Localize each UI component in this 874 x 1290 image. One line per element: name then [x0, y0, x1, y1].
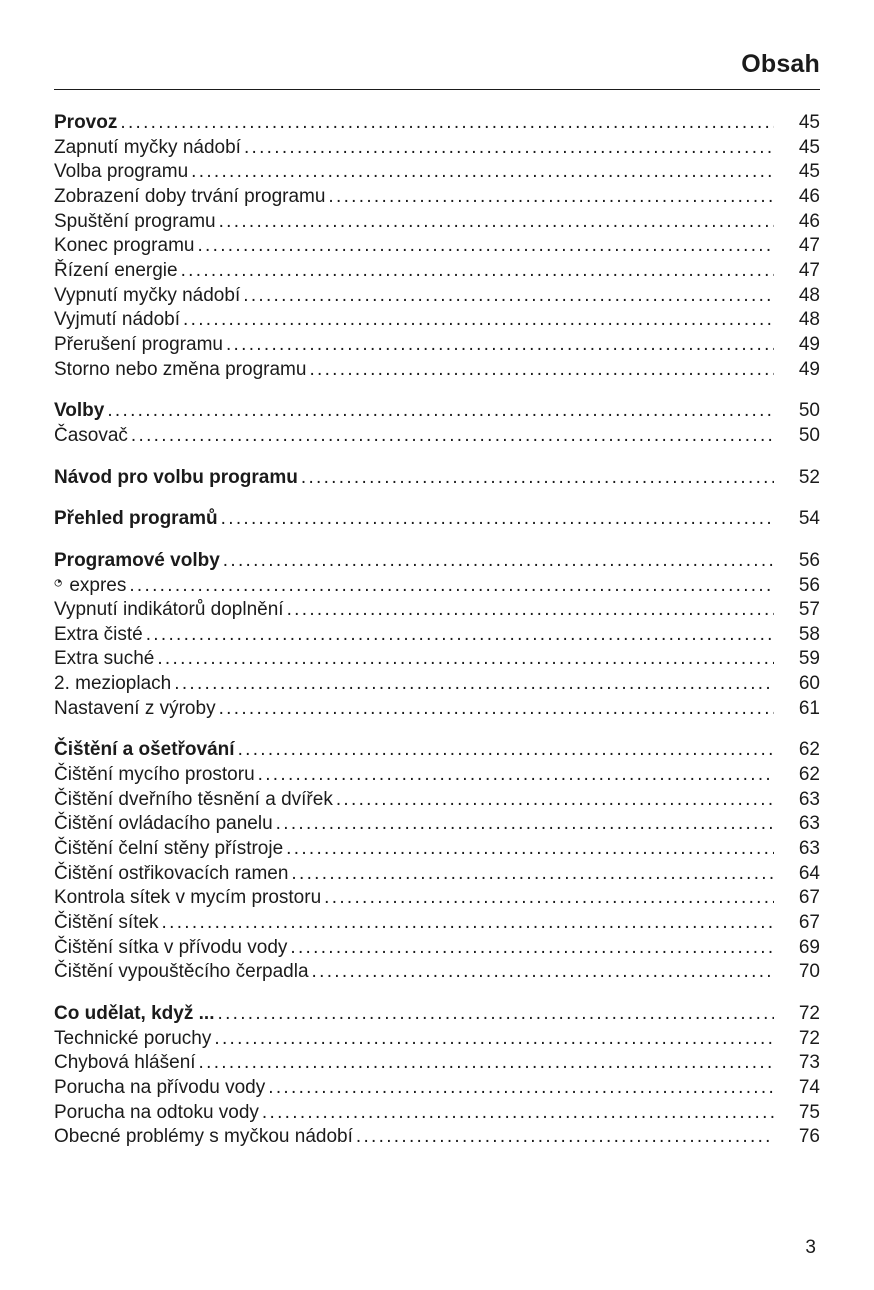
dot-leader: [216, 210, 774, 235]
toc-entry: [54, 1027, 820, 1052]
toc-entry-page: 47: [798, 235, 820, 257]
toc-entry-page: 46: [798, 185, 820, 207]
dot-leader: [196, 1051, 774, 1076]
dot-leader: [218, 507, 774, 532]
toc-entry: [54, 358, 820, 383]
toc-entry-page: 62: [798, 764, 820, 786]
toc-section: [54, 507, 820, 532]
toc-entry-page: 48: [798, 309, 820, 331]
toc-entry-page: 49: [798, 358, 820, 380]
dot-leader: [287, 936, 774, 961]
toc-entry: [54, 886, 820, 911]
toc-entry-page: 49: [798, 333, 820, 355]
toc-entry-page: 74: [798, 1076, 820, 1098]
toc-entry: [54, 507, 820, 532]
dot-leader: [306, 358, 774, 383]
toc-entry-label: Přehled programů: [54, 508, 218, 530]
toc-entry: [54, 1076, 820, 1101]
toc-entry-page: 47: [798, 259, 820, 281]
toc-entry-page: 50: [798, 424, 820, 446]
dot-leader: [273, 812, 774, 837]
toc-entry-page: 67: [798, 912, 820, 934]
toc-entry-page: 63: [798, 838, 820, 860]
toc-entry: [54, 812, 820, 837]
toc-entry: [54, 911, 820, 936]
toc-entry-label: Provoz: [54, 112, 118, 133]
toc-entry-page: 58: [798, 623, 820, 645]
dot-leader: [188, 160, 774, 185]
toc-entry-page: 64: [798, 862, 820, 884]
toc-entry-page: 54: [798, 508, 820, 530]
toc-entry: [54, 549, 820, 574]
toc-entry: [54, 960, 820, 985]
toc-entry: [54, 259, 820, 284]
dot-leader: [259, 1101, 774, 1126]
toc-entry-label: Čištění čelní stěny přístroje: [54, 838, 284, 860]
dot-leader: [143, 623, 774, 648]
toc-entry: [54, 234, 820, 259]
toc-entry-label: Návod pro volbu programu: [54, 466, 298, 488]
toc-entry-label: Extra suché: [54, 648, 155, 670]
toc-entry-page: 69: [798, 936, 820, 958]
toc-entry-label: expres: [69, 574, 127, 596]
toc-entry-label: Čištění ostřikovacích ramen: [54, 862, 289, 884]
toc-entry-label: Co udělat, když ...: [54, 1003, 215, 1024]
toc-entry-label: Zapnutí myčky nádobí: [54, 136, 241, 158]
toc-entry: [54, 424, 820, 449]
dot-leader: [104, 399, 774, 424]
dot-leader: [353, 1125, 774, 1150]
dot-leader: [154, 647, 774, 672]
toc-entry-label: Storno nebo změna programu: [54, 358, 307, 380]
toc-entry-label: Čištění vypouštěcího čerpadla: [54, 961, 309, 983]
toc-entry-page: 45: [798, 136, 820, 158]
toc-entry-page: 52: [798, 466, 820, 488]
toc-entry-label: Řízení energie: [54, 259, 178, 281]
toc-entry-page: 62: [798, 739, 820, 761]
toc-entry-page: 45: [798, 161, 820, 183]
dot-leader: [159, 911, 774, 936]
toc-entry-page: 60: [798, 673, 820, 695]
toc-entry-page: 56: [798, 574, 820, 596]
toc-entry-label: Zobrazení doby trvání programu: [54, 185, 326, 207]
toc-entry-label: Nastavení z výroby: [54, 697, 216, 719]
toc-entry: [54, 136, 820, 161]
dot-leader: [298, 466, 774, 491]
toc-entry-label: Přerušení programu: [54, 333, 223, 355]
toc-entry: [54, 862, 820, 887]
toc-entry: [54, 738, 820, 763]
toc-entry-label: Vyjmutí nádobí: [54, 309, 181, 331]
dot-leader: [128, 424, 774, 449]
toc-entry: [54, 1002, 820, 1027]
toc-section: [54, 1002, 820, 1150]
toc-entry-page: 59: [798, 648, 820, 670]
toc-entry: [54, 623, 820, 648]
toc-entry-label: Čištění sítek: [54, 912, 159, 934]
toc-entry-label: Čištění sítka v přívodu vody: [54, 936, 288, 958]
toc-entry: [54, 1101, 820, 1126]
toc-entry: [54, 185, 820, 210]
dot-leader: [171, 672, 774, 697]
dot-leader: [333, 788, 774, 813]
toc-entry-label: Čištění dveřního těsnění a dvířek: [54, 788, 333, 810]
toc-entry-page: 45: [798, 112, 820, 133]
dot-leader: [235, 738, 774, 763]
dot-leader: [216, 697, 774, 722]
toc-entry-page: 50: [798, 400, 820, 422]
dot-leader: [241, 136, 774, 161]
dot-leader: [309, 960, 774, 985]
dot-leader: [180, 308, 774, 333]
toc-entry: [54, 111, 820, 136]
toc-entry-label: Čištění mycího prostoru: [54, 764, 255, 786]
toc-entry: [54, 763, 820, 788]
toc-entry-label: Vypnutí indikátorů doplnění: [54, 599, 284, 621]
dot-leader: [211, 1027, 774, 1052]
toc-entry-label: 2. mezioplach: [54, 673, 172, 695]
dot-leader: [214, 1002, 774, 1027]
toc-entry-page: 75: [798, 1101, 820, 1123]
toc-entry-label: Čištění a ošetřování: [54, 739, 235, 761]
toc-entry: [54, 1051, 820, 1076]
toc-entry: [54, 333, 820, 358]
table-of-contents: [54, 111, 820, 1150]
dot-leader: [220, 549, 774, 574]
toc-entry-label: Kontrola sítek v mycím prostoru: [54, 887, 322, 909]
toc-entry-page: 46: [798, 210, 820, 232]
toc-entry: [54, 308, 820, 333]
toc-entry-page: 48: [798, 284, 820, 306]
dot-leader: [240, 284, 774, 309]
toc-entry-label: Programové volby: [54, 549, 220, 571]
page-title: Obsah: [741, 50, 820, 78]
toc-section: [54, 738, 820, 985]
toc-section: [54, 399, 820, 448]
toc-entry-page: 63: [798, 788, 820, 810]
toc-entry-label: Čištění ovládacího panelu: [54, 813, 273, 835]
toc-entry-label: Chybová hlášení: [54, 1052, 196, 1074]
dot-leader: [117, 111, 774, 136]
toc-entry-page: 67: [798, 887, 820, 909]
toc-entry-page: 70: [798, 961, 820, 983]
toc-entry-label: Časovač: [54, 424, 128, 446]
document-page: [0, 50, 874, 1150]
toc-entry-label: Konec programu: [54, 235, 195, 257]
toc-entry-label: Vypnutí myčky nádobí: [54, 284, 241, 306]
toc-entry-page: 63: [798, 813, 820, 835]
dot-leader: [321, 886, 774, 911]
toc-entry: [54, 672, 820, 697]
toc-entry-page: 61: [798, 697, 820, 719]
toc-entry: [54, 936, 820, 961]
toc-entry: [54, 466, 820, 491]
toc-entry-label: Porucha na odtoku vody: [54, 1101, 259, 1123]
toc-entry: [54, 210, 820, 235]
toc-entry-label: Porucha na přívodu vody: [54, 1076, 266, 1098]
toc-entry: [54, 160, 820, 185]
dot-leader: [288, 862, 774, 887]
toc-section: [54, 111, 820, 382]
dot-leader: [283, 837, 774, 862]
footer-page-number: 3: [805, 1237, 816, 1258]
dot-leader: [194, 234, 774, 259]
toc-entry-page: 72: [798, 1003, 820, 1024]
toc-entry: [54, 284, 820, 309]
toc-entry-label: Technické poruchy: [54, 1027, 212, 1049]
dot-leader: [265, 1076, 774, 1101]
toc-section: [54, 549, 820, 722]
toc-entry: [54, 598, 820, 623]
toc-entry-label: Obecné problémy s myčkou nádobí: [54, 1126, 353, 1148]
toc-entry-label: Volby: [54, 400, 105, 422]
dot-leader: [255, 763, 774, 788]
toc-entry: [54, 399, 820, 424]
toc-entry-label: Volba programu: [54, 161, 189, 183]
dot-leader: [325, 185, 774, 210]
dot-leader: [223, 333, 774, 358]
toc-entry-page: 73: [798, 1052, 820, 1074]
dot-leader: [284, 598, 774, 623]
dot-leader: [126, 574, 774, 599]
toc-entry-page: 56: [798, 549, 820, 571]
toc-section: [54, 466, 820, 491]
toc-entry-page: 76: [798, 1126, 820, 1148]
toc-entry-page: 72: [798, 1027, 820, 1049]
toc-entry-page: 57: [798, 599, 820, 621]
toc-entry: [54, 837, 820, 862]
toc-entry-label: Spuštění programu: [54, 210, 216, 232]
toc-entry: [54, 574, 820, 599]
toc-entry: [54, 788, 820, 813]
header-rule: [54, 89, 820, 90]
toc-entry: [54, 1125, 820, 1150]
toc-entry: [54, 697, 820, 722]
express-quarter-clock-icon: [54, 575, 62, 591]
toc-entry-label: Extra čisté: [54, 623, 143, 645]
toc-entry: [54, 647, 820, 672]
dot-leader: [178, 259, 774, 284]
